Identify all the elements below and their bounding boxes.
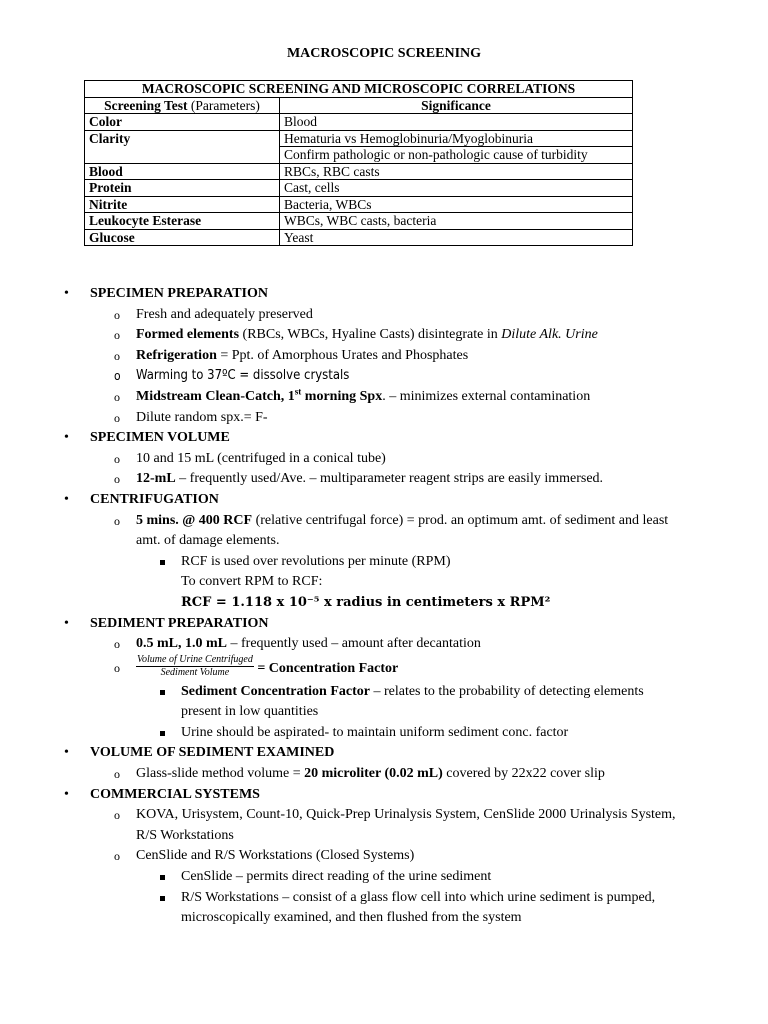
sub-list-item: RCF is used over revolutions per minute (RPM) (0, 552, 768, 573)
list-item: o $\frac{\text{Volume of Urine Centrifuged}}{\text{Sediment Volume}}$ = Concentration Factor (0, 655, 768, 682)
table-row: Protein Cast, cells (85, 180, 633, 197)
list-item: o Refrigeration = Ppt. of Amorphous Urates and Phosphates (0, 346, 768, 367)
sub-list-item: CenSlide – permits direct reading of the urine sediment (0, 867, 768, 888)
list-item: o Warming to 37ºC = dissolve crystals (0, 366, 768, 387)
section-heading: • SPECIMEN PREPARATION (0, 284, 768, 305)
table-row: Clarity Hematuria vs Hemoglobinuria/Myoglobinuria (85, 130, 633, 147)
list-item: o 12-mL – frequently used/Ave. – multiparameter reagent strips are easily immersed. (0, 469, 768, 490)
list-item: o 10 and 15 mL (centrifuged in a conical tube) (0, 449, 768, 470)
table-caption-row (85, 81, 633, 98)
list-item-continuation: R/S Workstations (136, 827, 234, 843)
sub-list-item: R/S Workstations – consist of a glass flow cell into which urine sediment is pumped, (0, 888, 768, 909)
sub-list-item-continuation: microscopically examined, and then flushed from the system (181, 910, 522, 926)
sub-list-item: Sediment Concentration Factor – relates to the probability of detecting elements (0, 682, 768, 703)
table-row: Blood RBCs, RBC casts (85, 163, 633, 180)
list-item: o KOVA, Urisystem, Count-10, Quick-Prep Urinalysis System, CenSlide 2000 Urinalysis System, (0, 805, 768, 826)
section-heading: • CENTRIFUGATION (0, 490, 768, 511)
correlations-table (84, 80, 633, 246)
sub-list-item: Urine should be aspirated- to maintain uniform sediment conc. factor (0, 723, 768, 744)
list-item: o Glass-slide method volume = 20 microliter (0.02 mL) covered by 22x22 cover slip (0, 764, 768, 785)
header-significance: Significance (280, 97, 633, 114)
table-row: Confirm pathologic or non-pathologic cause of turbidity (85, 147, 633, 164)
table-caption: MACROSCOPIC SCREENING AND MICROSCOPIC CORRELATIONS (85, 81, 633, 98)
table-row: Nitrite Bacteria, WBCs (85, 196, 633, 213)
table-header-row (85, 97, 633, 114)
notes-body (0, 284, 768, 929)
list-item: o 5 mins. @ 400 RCF (relative centrifugal force) = prod. an optimum amt. of sediment and least (0, 511, 768, 532)
section-heading: • VOLUME OF SEDIMENT EXAMINED (0, 743, 768, 764)
header-screening-test: Screening Test (Parameters) (85, 97, 280, 114)
list-item: o Dilute random spx.= F- (0, 408, 768, 429)
concentration-fraction: o $\frac{\text{Volume of Urine Centrifuged}}{\text{Sediment Volume}}$ (137, 654, 253, 679)
list-item-continuation: amt. of damage elements. (136, 533, 280, 549)
sub-list-item-continuation: To convert RPM to RCF: (181, 574, 323, 590)
list-item: o Formed elements (RBCs, WBCs, Hyaline Casts) disintegrate in Dilute Alk. Urine (0, 325, 768, 346)
sub-list-item-continuation: present in low quantities (181, 704, 319, 720)
table-row: Glucose Yeast (85, 229, 633, 246)
list-item: o Midstream Clean-Catch, 1st morning Spx. – minimizes external contamination (0, 387, 768, 408)
section-heading: • COMMERCIAL SYSTEMS (0, 785, 768, 806)
page-title: MACROSCOPIC SCREENING (286, 46, 482, 61)
list-item: o CenSlide and R/S Workstations (Closed Systems) (0, 846, 768, 867)
section-heading: • SEDIMENT PREPARATION (0, 614, 768, 635)
list-item: o 0.5 mL, 1.0 mL – frequently used – amount after decantation (0, 634, 768, 655)
list-item: o Fresh and adequately preserved (0, 305, 768, 326)
table-row: Color Blood (85, 114, 633, 131)
rcf-formula: RCF = 1.118 x 10⁻⁵ x radius in centimeters x RPM² (181, 594, 551, 610)
table-row: Leukocyte Esterase WBCs, WBC casts, bacteria (85, 213, 633, 230)
section-heading: • SPECIMEN VOLUME (0, 428, 768, 449)
